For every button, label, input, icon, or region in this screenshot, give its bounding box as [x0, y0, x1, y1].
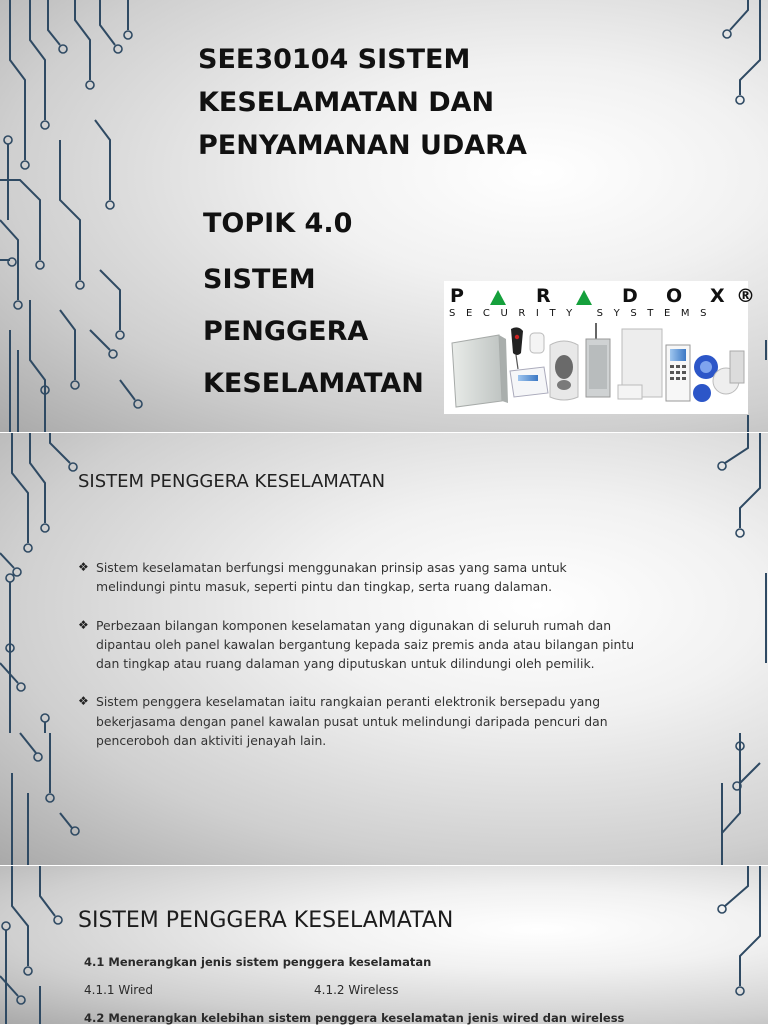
- topic-name-line-3: KESELAMATAN: [203, 368, 424, 399]
- section-heading: SISTEM PENGGERA KESELAMATAN: [78, 908, 454, 933]
- course-title-line-1: SEE30104 SISTEM: [198, 44, 471, 75]
- diamond-bullet-icon: ❖: [78, 694, 89, 709]
- objective-4-1-1: 4.1.1 Wired: [84, 983, 153, 997]
- bullet-text: Sistem keselamatan berfungsi menggunakan prinsip asas yang sama untuk melindungi pintu masuk, seperti pintu dan tingkap, serta ruang dalaman.: [96, 560, 567, 595]
- bullet-list: [78, 558, 638, 769]
- logo-letter-r: R: [536, 285, 551, 307]
- diamond-bullet-icon: ❖: [78, 560, 89, 574]
- bullet-text: Sistem penggera keselamatan iaitu rangkaian peranti elektronik bersepadu yang bekerjasama dengan panel kawalan pusat untuk melindungi daripada pencuri dan penceroboh dan aktiviti jenayah lain.: [96, 694, 608, 749]
- topic-number: TOPIK 4.0: [203, 208, 353, 239]
- topic-name-line-1: SISTEM: [203, 264, 316, 295]
- course-title: [198, 38, 598, 167]
- course-title-line-3: PENYAMANAN UDARA: [198, 130, 527, 161]
- content-slide-2: [0, 866, 768, 1024]
- logo-letter-x: X: [710, 285, 725, 307]
- logo-triangle-icon: [576, 290, 592, 305]
- registered-mark: ®: [736, 285, 755, 307]
- list-item: [78, 558, 638, 597]
- circuit-decoration-left: [0, 866, 80, 1024]
- course-title-line-2: KESELAMATAN DAN: [198, 87, 495, 118]
- topic-name-line-2: PENGGERA: [203, 316, 369, 347]
- logo-letter-d: D: [622, 285, 638, 307]
- list-item: [78, 692, 638, 750]
- circuit-decoration-left: [0, 433, 90, 865]
- bullet-text: Perbezaan bilangan komponen keselamatan yang digunakan di seluruh rumah dan dipantau oleh panel kawalan bergantung kepada saiz premis anda atau bilangan pintu dan tingkap atau ruang dalaman yang diputuskan untuk dilindungi oleh pemilik.: [96, 617, 635, 672]
- circuit-decoration-left: [0, 0, 150, 432]
- logo-letter-p: P: [450, 285, 464, 307]
- security-products-illustration: [444, 323, 748, 414]
- content-slide-1: [0, 433, 768, 865]
- section-heading: SISTEM PENGGERA KESELAMATAN: [78, 471, 386, 492]
- objective-4-2: 4.2 Menerangkan kelebihan sistem penggera keselamatan jenis wired dan wireless: [84, 1011, 625, 1025]
- paradox-logo: [444, 285, 755, 307]
- list-item: [78, 616, 638, 674]
- paradox-product-image: [444, 281, 755, 414]
- logo-tagline: SECURITY SYSTEMS: [449, 308, 718, 319]
- objective-4-1: 4.1 Menerangkan jenis sistem penggera keselamatan: [84, 955, 432, 969]
- logo-letter-o: O: [666, 285, 683, 307]
- circuit-decoration-right: [700, 866, 768, 1024]
- diamond-bullet-icon: ❖: [78, 617, 89, 632]
- circuit-decoration-right: [700, 433, 768, 865]
- title-slide: [0, 0, 768, 432]
- objective-4-1-2: 4.1.2 Wireless: [314, 983, 399, 997]
- logo-triangle-icon: [490, 290, 506, 305]
